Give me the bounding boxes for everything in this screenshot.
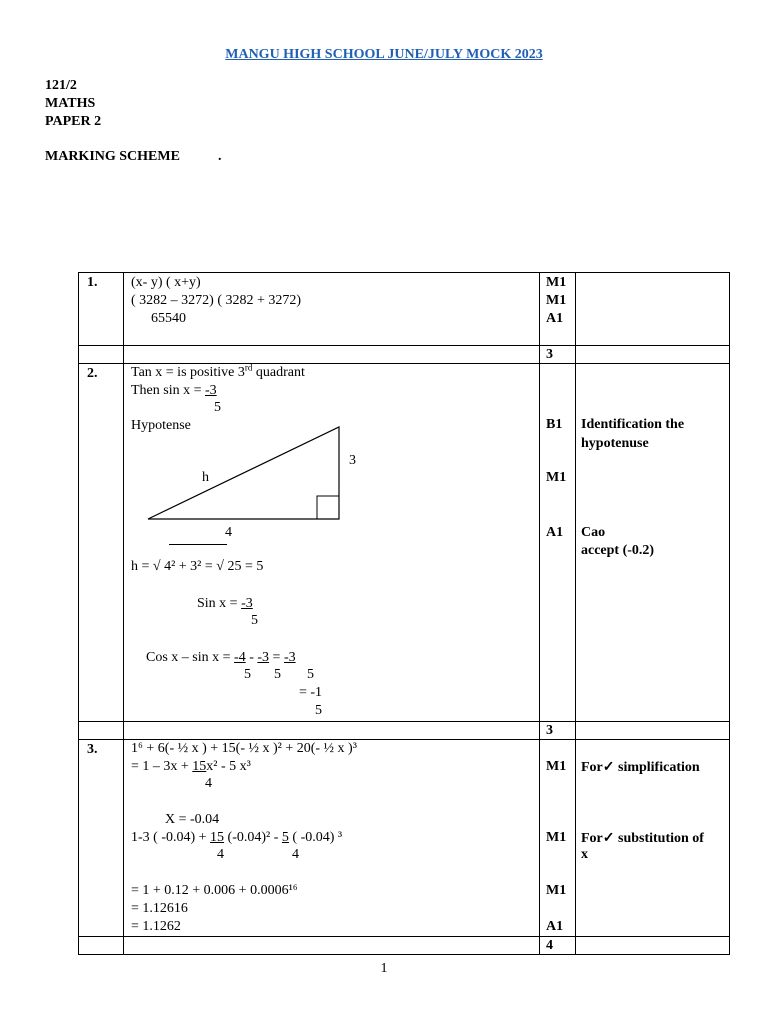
q3-result: = 1.12616 bbox=[131, 901, 188, 916]
mark: M1 bbox=[546, 830, 567, 845]
mark: M1 bbox=[546, 470, 567, 485]
comment: Identification the bbox=[581, 417, 685, 432]
q2-line1: Tan x = is positive 3rd quadrant bbox=[131, 362, 305, 380]
right-triangle-diagram bbox=[124, 364, 424, 564]
q3-rounded: = 1.1262 bbox=[131, 919, 181, 934]
question-number: 3. bbox=[87, 742, 98, 757]
sqrt-bar bbox=[169, 544, 227, 545]
total-row-1 bbox=[79, 346, 730, 364]
q3-x-value: X = -0.04 bbox=[165, 812, 220, 827]
mark: M1 bbox=[546, 293, 567, 308]
mark: A1 bbox=[546, 919, 564, 934]
total-marks: 3 bbox=[546, 723, 553, 738]
question-row-2 bbox=[79, 364, 730, 722]
triangle-side-h: h bbox=[202, 470, 209, 485]
h-equation: h = √ 4² + 3² = √ 25 = 5 bbox=[131, 559, 264, 574]
question-row-3 bbox=[79, 740, 730, 937]
mark: A1 bbox=[546, 525, 564, 540]
mark: A1 bbox=[546, 311, 564, 326]
q3-substitution: 1-3 ( -0.04) + 15 (-0.04)² - 5 ( -0.04) ³ bbox=[131, 830, 343, 845]
total-row-2 bbox=[79, 722, 730, 740]
total-marks: 4 bbox=[546, 938, 553, 953]
q3-sum: = 1 + 0.12 + 0.006 + 0.0006¹⁶ bbox=[131, 883, 298, 898]
q3-den-2: 4 bbox=[292, 847, 299, 862]
page-number: 1 bbox=[380, 961, 388, 976]
comment: For✓ substitution of bbox=[581, 831, 704, 846]
sin-denominator: 5 bbox=[251, 613, 258, 628]
document-title: MANGU HIGH SCHOOL JUNE/JULY MOCK 2023 bbox=[225, 47, 543, 62]
mark: M1 bbox=[546, 275, 567, 290]
q3-expansion: 1⁶ + 6(- ½ x ) + 15(- ½ x )² + 20(- ½ x )³ bbox=[131, 741, 357, 756]
mark: B1 bbox=[546, 417, 563, 432]
triangle-side-3: 3 bbox=[349, 453, 356, 468]
hypotenuse-label: Hypotense bbox=[131, 418, 191, 433]
q3-den-1: 4 bbox=[217, 847, 224, 862]
comment: Cao bbox=[581, 525, 606, 540]
triangle-side-4: 4 bbox=[225, 525, 232, 540]
q3-denominator: 4 bbox=[205, 776, 212, 791]
result-denominator: 5 bbox=[315, 703, 322, 718]
paper-number: PAPER 2 bbox=[45, 114, 102, 129]
cos-den-1: 5 bbox=[244, 667, 251, 682]
total-marks: 3 bbox=[546, 347, 553, 362]
comment: x bbox=[581, 847, 588, 862]
question-row-1 bbox=[79, 273, 730, 346]
comment: hypotenuse bbox=[581, 436, 649, 451]
sin-equation: Sin x = -3 bbox=[197, 596, 253, 611]
question-number: 1. bbox=[87, 275, 98, 290]
q2-line2: Then sin x = -3 bbox=[131, 383, 217, 398]
right-angle-marker bbox=[317, 496, 339, 519]
cos-den-3: 5 bbox=[307, 667, 314, 682]
question-number: 2. bbox=[87, 366, 98, 381]
q3-simplified: = 1 – 3x + 15x² - 5 x³ bbox=[131, 759, 251, 774]
subject: MATHS bbox=[45, 96, 96, 111]
marking-table bbox=[78, 272, 730, 955]
triangle-shape bbox=[148, 427, 339, 519]
total-row-3 bbox=[79, 937, 730, 955]
result-numerator: = -1 bbox=[299, 685, 323, 700]
q1-line: (x- y) ( x+y) bbox=[131, 275, 201, 290]
comment: For✓ simplification bbox=[581, 760, 700, 775]
cos-den-2: 5 bbox=[274, 667, 281, 682]
marking-scheme-label: MARKING SCHEME bbox=[45, 149, 180, 164]
dot: . bbox=[218, 149, 222, 164]
paper-code: 121/2 bbox=[45, 78, 77, 93]
mark: M1 bbox=[546, 883, 567, 898]
fraction-denominator: 5 bbox=[214, 400, 221, 415]
q1-answer: 65540 bbox=[151, 311, 186, 326]
q1-line: ( 3282 – 3272) ( 3282 + 3272) bbox=[131, 293, 302, 308]
comment: accept (-0.2) bbox=[581, 543, 655, 558]
cos-equation: Cos x – sin x = -4 - -3 = -3 bbox=[146, 650, 296, 665]
mark: M1 bbox=[546, 759, 567, 774]
